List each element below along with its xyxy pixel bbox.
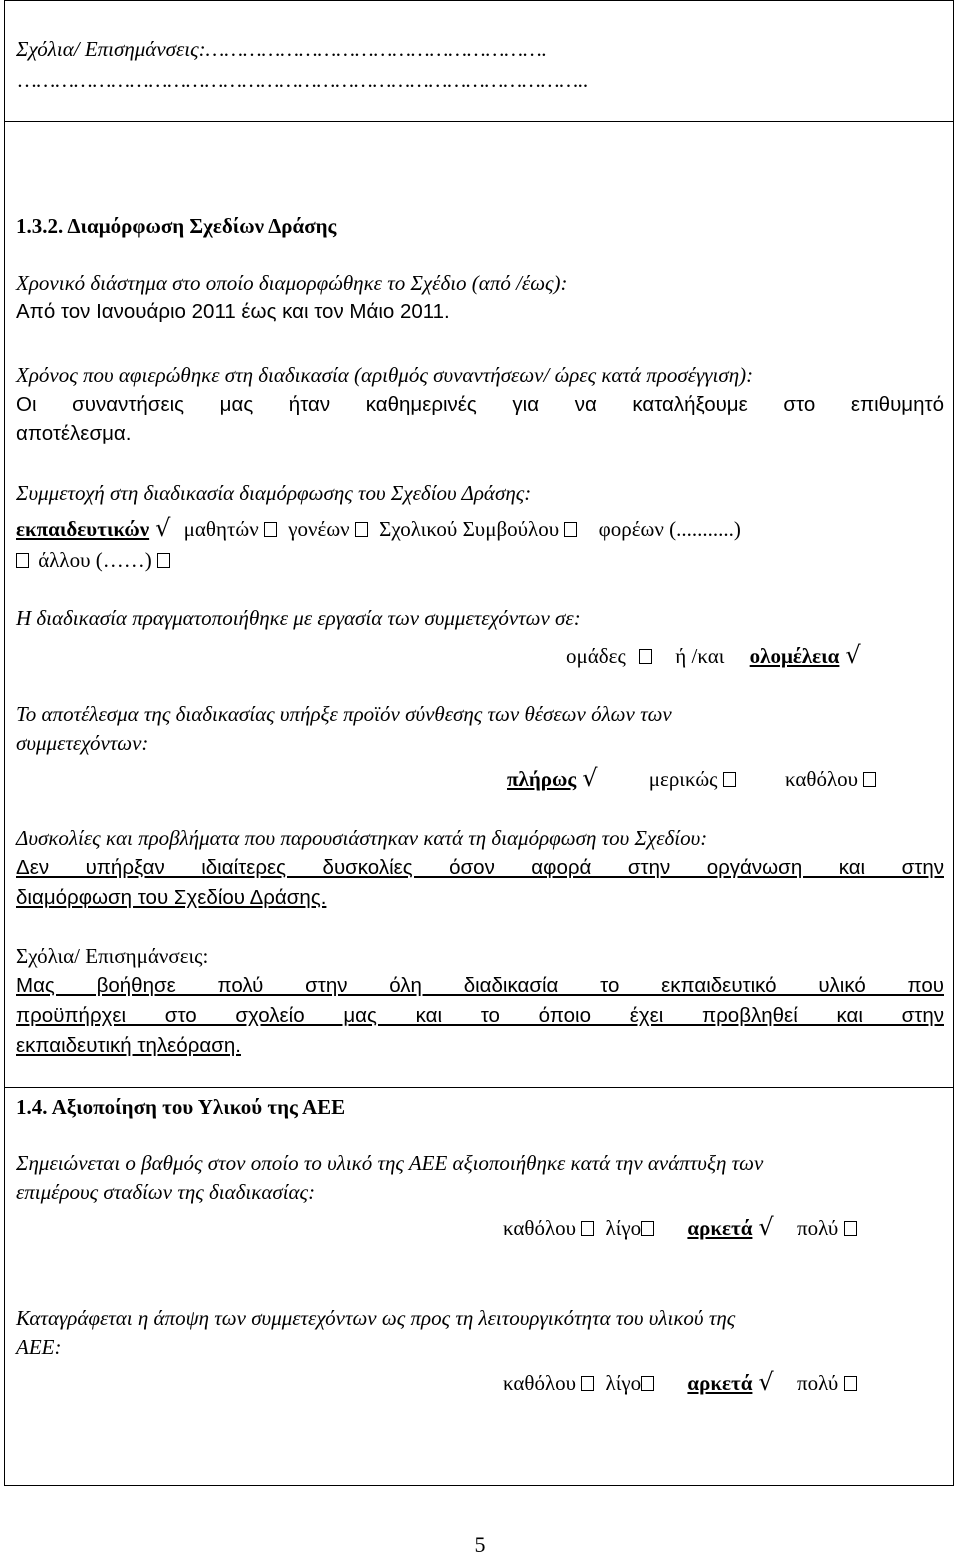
time-label: Χρόνος που αφιερώθηκε στη διαδικασία (αριθμός συναντήσεων/ ώρες κατά προσέγγιση): <box>16 363 754 387</box>
comments-line3: εκπαιδευτική τηλεόραση. <box>16 1034 241 1057</box>
checkmark-icon: √ <box>582 764 598 792</box>
difficulties-line2: διαμόρφωση του Σχεδίου Δράσης. <box>16 886 327 909</box>
comments-line-top <box>16 37 547 61</box>
participation-other <box>16 548 170 572</box>
difficulties-line1: Δεν υπήρξαν ιδιαίτερες δυσκολίες όσον αφορά στην οργάνωση και στην <box>16 856 944 879</box>
checkbox-little[interactable] <box>641 1376 654 1391</box>
option-enough: αρκετά <box>687 1216 753 1240</box>
option-enough: αρκετά <box>687 1371 753 1395</box>
dots-line: ……………………………………………………………………………….. <box>18 68 589 92</box>
section-heading-1-4: 1.4. Αξιοποίηση του Υλικού της ΑΕΕ <box>16 1095 346 1119</box>
option-much: πολύ <box>796 1371 839 1395</box>
option-little: λίγο <box>605 1371 642 1395</box>
section-heading-1-3-2: 1.3.2. Διαμόρφωση Σχεδίων Δράσης <box>16 214 337 238</box>
comments-line1: Μας βοήθησε πολύ στην όλη διαδικασία το εκπαιδευτικό υλικό που <box>16 974 944 997</box>
degree-options <box>503 1215 857 1240</box>
result-label-line1: Το αποτέλεσμα της διαδικασίας υπήρξε προϊόν σύνθεσης των θέσεων όλων των <box>16 702 672 726</box>
participation-label: Συμμετοχή στη διαδικασία διαμόρφωσης του Σχεδίου Δράσης: <box>16 481 532 505</box>
option-none: καθόλου <box>785 767 859 791</box>
option-groups: ομάδες <box>566 644 626 668</box>
opinion-label-line2: ΑΕΕ: <box>16 1335 62 1359</box>
result-label-line2: συμμετεχόντων: <box>16 731 149 755</box>
checkbox-partly[interactable] <box>723 772 736 787</box>
checkbox-little[interactable] <box>641 1221 654 1236</box>
checkbox-other[interactable] <box>157 553 170 568</box>
checkmark-icon: √ <box>155 514 171 542</box>
option-much: πολύ <box>796 1216 839 1240</box>
checkbox-bodies[interactable] <box>16 553 29 568</box>
degree-label-line2: επιμέρους σταδίων της διαδικασίας: <box>16 1180 316 1204</box>
degree-label-line1: Σημειώνεται ο βαθμός στον οποίο το υλικό της ΑΕΕ αξιοποιήθηκε κατά την ανάπτυξη των <box>16 1151 764 1175</box>
time-value-line1: Οι συναντήσεις μας ήταν καθημερινές για να καταλήξουμε στο επιθυμητό <box>16 393 944 416</box>
checkbox-none[interactable] <box>863 772 876 787</box>
and-or-text: ή /και <box>675 644 725 668</box>
comments-line2: προϋπήρχει στο σχολείο μας και το όποιο έχει προβληθεί και στην <box>16 1004 944 1027</box>
option-bodies: φορέων (...........) <box>598 517 741 541</box>
option-fully: πλήρως <box>507 767 577 791</box>
option-little: λίγο <box>605 1216 642 1240</box>
checkbox-not-at-all[interactable] <box>581 1221 594 1236</box>
option-council: Σχολικού Συμβούλου <box>379 517 560 541</box>
checkmark-icon: √ <box>845 641 861 669</box>
opinion-options <box>503 1370 857 1395</box>
comments-label-2: Σχόλια/ Επισημάνσεις: <box>16 944 209 968</box>
option-plenary: ολομέλεια <box>749 644 840 668</box>
checkbox-council[interactable] <box>564 522 577 537</box>
difficulties-label: Δυσκολίες και προβλήματα που παρουσιάστηκαν κατά τη διαμόρφωση του Σχεδίου: <box>16 826 708 850</box>
section-1-3-2-box <box>4 121 954 1088</box>
section-1-4-box <box>4 1087 954 1486</box>
checkbox-much[interactable] <box>844 1221 857 1236</box>
dots: ………………………………………………. <box>205 37 547 61</box>
comments-box-top <box>4 0 954 122</box>
page-number: 5 <box>474 1532 486 1557</box>
option-teachers: εκπαιδευτικών <box>16 517 150 541</box>
work-label: Η διαδικασία πραγματοποιήθηκε με εργασία των συμμετεχόντων σε: <box>16 606 581 630</box>
result-options <box>507 766 876 791</box>
checkmark-icon: √ <box>758 1368 774 1396</box>
work-options <box>566 643 861 668</box>
option-students: μαθητών <box>183 517 259 541</box>
option-not-at-all: καθόλου <box>503 1371 577 1395</box>
time-value-line2: αποτέλεσμα. <box>16 422 132 445</box>
checkmark-icon: √ <box>758 1213 774 1241</box>
checkbox-parents[interactable] <box>355 522 368 537</box>
participation-options <box>16 516 741 541</box>
option-not-at-all: καθόλου <box>503 1216 577 1240</box>
comments-label: Σχόλια/ Επισημάνσεις: <box>16 37 206 61</box>
period-value: Από τον Ιανουάριο 2011 έως και τον Μάιο 2011. <box>16 300 450 323</box>
option-other: άλλου (……) <box>38 548 152 572</box>
checkbox-groups[interactable] <box>639 649 652 664</box>
period-label: Χρονικό διάστημα στο οποίο διαμορφώθηκε το Σχέδιο (από /έως): <box>16 271 568 295</box>
checkbox-much[interactable] <box>844 1376 857 1391</box>
checkbox-not-at-all[interactable] <box>581 1376 594 1391</box>
option-partly: μερικώς <box>648 767 718 791</box>
option-parents: γονέων <box>288 517 350 541</box>
checkbox-students[interactable] <box>264 522 277 537</box>
opinion-label-line1: Καταγράφεται η άποψη των συμμετεχόντων ως προς τη λειτουργικότητα του υλικού της <box>16 1306 736 1330</box>
